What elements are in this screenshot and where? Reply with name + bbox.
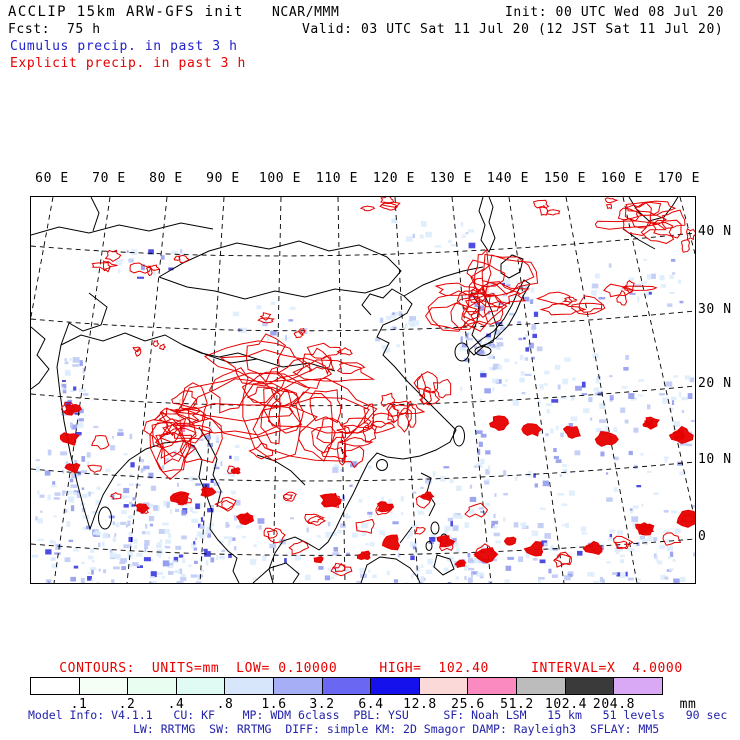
colorbar <box>30 677 663 695</box>
valid-time: Valid: 03 UTC Sat 11 Jul 20 (12 JST Sat 11 Jul 20) <box>302 22 724 37</box>
colorbar-cell <box>127 678 176 694</box>
lon-label: 170 E <box>657 171 701 186</box>
colorbar-tick: 25.6 <box>451 697 485 712</box>
colorbar-cell <box>176 678 225 694</box>
lat-label: 20 N <box>698 376 732 391</box>
legend-explicit-label: Explicit precip. in past 3 h <box>10 56 246 71</box>
colorbar-tick: 51.2 <box>500 697 534 712</box>
lon-label: 140 E <box>486 171 530 186</box>
colorbar-tick: 102.4 <box>544 697 588 712</box>
colorbar-cell <box>31 678 79 694</box>
colorbar-cell <box>322 678 371 694</box>
colorbar-cell <box>467 678 516 694</box>
colorbar-cell <box>419 678 468 694</box>
model-info-line1: Model Info: V4.1.1 CU: KF MP: WDM 6class PBL: YSU SF: Noah LSM 15 km 51 levels 90 sec <box>28 708 728 722</box>
lon-label: 160 E <box>600 171 644 186</box>
lon-label: 60 E <box>35 171 69 186</box>
lon-label: 100 E <box>258 171 302 186</box>
lon-label: 120 E <box>372 171 416 186</box>
colorbar-tick: 204.8 <box>592 697 636 712</box>
colorbar-cell <box>224 678 273 694</box>
colorbar-cell <box>79 678 128 694</box>
lat-label: 0 <box>698 529 707 544</box>
colorbar-cell <box>565 678 614 694</box>
colorbar-tick: .2 <box>118 697 136 712</box>
page-title: ACCLIP 15km ARW-GFS init <box>8 4 244 20</box>
lon-label: 130 E <box>429 171 473 186</box>
lon-label: 150 E <box>543 171 587 186</box>
colorbar-tick: 1.6 <box>261 697 287 712</box>
org-label: NCAR/MMM <box>272 5 340 20</box>
colorbar-unit: mm <box>679 697 697 712</box>
contour-info: CONTOURS: UNITS=mm LOW= 0.10000 HIGH= 102.40 INTERVAL=X 4.0000 <box>59 661 683 676</box>
lat-label: 10 N <box>698 452 732 467</box>
colorbar-cell <box>370 678 419 694</box>
legend-cumulus-label: Cumulus precip. in past 3 h <box>10 39 238 54</box>
lon-label: 110 E <box>315 171 359 186</box>
init-time: Init: 00 UTC Wed 08 Jul 20 <box>505 5 725 20</box>
forecast-hour: Fcst: 75 h <box>8 22 101 37</box>
map-plot <box>30 196 696 584</box>
lon-label: 80 E <box>149 171 183 186</box>
colorbar-tick: .4 <box>167 697 185 712</box>
colorbar-cell <box>613 678 662 694</box>
colorbar-tick: .1 <box>70 697 88 712</box>
lat-label: 40 N <box>698 224 732 239</box>
colorbar-cell <box>516 678 565 694</box>
colorbar-tick: .8 <box>216 697 234 712</box>
model-info-line2: LW: RRTMG SW: RRTMG DIFF: simple KM: 2D Smagor DAMP: Rayleigh3 SFLAY: MM5 <box>133 722 660 736</box>
colorbar-cell <box>273 678 322 694</box>
lon-label: 90 E <box>206 171 240 186</box>
lat-label: 30 N <box>698 302 732 317</box>
colorbar-tick: 6.4 <box>358 697 384 712</box>
colorbar-tick: 3.2 <box>309 697 335 712</box>
colorbar-tick: 12.8 <box>403 697 437 712</box>
lon-label: 70 E <box>92 171 126 186</box>
